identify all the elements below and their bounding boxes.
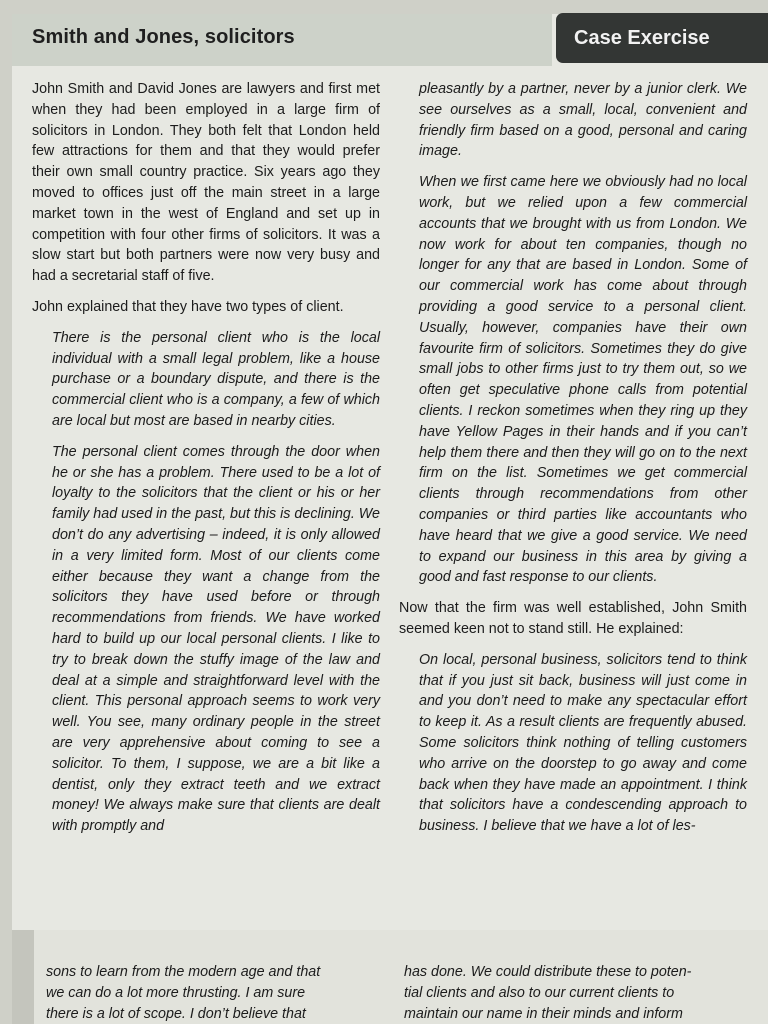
left-column	[32, 79, 380, 847]
paragraph: John explained that they have two types of client.	[32, 298, 344, 315]
quote-paragraph: pleasantly by a partner, never by a junior clerk. We see ourselves as a small, local, convenient and friendly firm based on a good, personal and caring image.	[419, 81, 747, 160]
quote-paragraph: On local, personal business, solicitors tend to think that if you just sit back, business will just come in and you don’t need to make any spectacular effort to keep it. As a result clients are frequently abused. Some solicitors think nothing of telling customers who arrive on the doorstep to go away and come back when they have made an appointment. I think that solicitors have a condescending approach to business. I believe that we have a lot of les-	[419, 651, 747, 835]
text-line: has done. We could distribute these to poten-	[404, 964, 692, 980]
text-line: tial clients and also to our current clients to	[404, 984, 675, 1001]
text-line: we can do a lot more thrusting. I am sure	[46, 984, 306, 1001]
page-title: Smith and Jones, solicitors	[32, 26, 295, 48]
paragraph: Now that the firm was well established, John Smith seemed keen not to stand still. He explained:	[399, 600, 747, 637]
page-edge	[12, 930, 34, 1024]
continuation-left	[46, 962, 366, 1024]
badge-label: Case Exercise	[574, 27, 710, 49]
right-column	[399, 79, 747, 847]
text-line: there is a lot of scope. I don’t believe that	[46, 1005, 306, 1022]
case-exercise-badge	[556, 13, 768, 63]
quote-paragraph: There is the personal client who is the local individual with a small legal problem, like a house purchase or a boundary dispute, and there is the commercial client who is a company, a few of which are local but most are based in nearby cities.	[52, 329, 380, 429]
quote-paragraph: When we first came here we obviously had no local work, but we relied upon a few commercial accounts that we brought with us from London. We now work for about ten companies, though no longer for any that are based in London. Some of our commercial work has come about through providing a good service to a personal client. Usually, however, companies have their own favourite firm of solicitors. Sometimes they do give small jobs to other firms just to try them out, so we often get speculative phone calls from potential clients. I reckon sometimes when they ring up they have Yellow Pages in their hands and if you can’t help them there and then they will go on to the next firm on the list. Sometimes we get commercial clients through recommendations from other companies or third parties like accountants who have heard that we give a good service. We need to expand our business in this area by giving a good and fast response to our clients.	[419, 174, 747, 586]
text-line: sons to learn from the modern age and that	[46, 964, 321, 980]
paragraph: John Smith and David Jones are lawyers and first met when they had been employed in a large firm of solicitors in London. They both felt that London held few attractions for them and that they would prefer their own small country practice. Six years ago they moved to offices just off the main street in a large market town in the west of England and set up in competition with four other firms of solicitors. It was a slow start but both partners were now very busy and had a secretarial staff of five.	[32, 81, 380, 285]
text-line: maintain our name in their minds and inform	[404, 1005, 683, 1022]
quote-paragraph: The personal client comes through the door when he or she has a problem. There used to be a lot of loyalty to the solicitors that the client or his or her family had used in the past, but this is declining. We don’t do any advertising – indeed, it is only allowed in a very limited form. Most of our clients come either because they want a change from the solicitors they have used before or through recommendations from friends. We have worked hard to build up our local personal clients. I like to try to break down the stuffy image of the law and deal at a simple and straightforward level with the client. This personal approach seems to work very well. You see, many ordinary people in the street are very apprehensive about coming to see a solicitor. To them, I suppose, we are a bit like a dentist, only they extract teeth and we extract money! We always make sure that clients are dealt with promptly and	[52, 443, 380, 835]
continuation-right	[404, 962, 724, 1024]
